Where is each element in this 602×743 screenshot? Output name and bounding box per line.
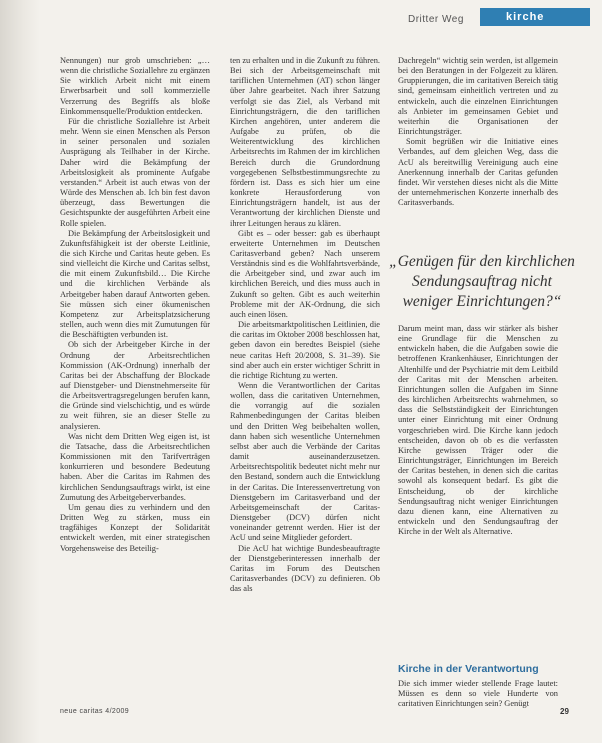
text-column-3-top [398, 56, 558, 208]
paragraph: Für die christliche Soziallehre ist Arbeit mehr. Wenn sie einen Menschen als Person in seiner personalen und sozialen Ausprägung als Teilhaber in der Kirche. Daher wird die Bekämpfung der Arbeitslosigkeit als prominente Aufgabe verstanden.“ Arbeit ist auch etwas von der Würde des Menschen ab. Ich bin fest davon überzeugt, dass Bewertungen die Gesichtspunkte der ausgeführten Arbeit eine Rolle spielen. [60, 116, 210, 228]
paragraph: Die arbeitsmarktpolitischen Leitlinien, die die caritas im Oktober 2008 beschlossen hat, geben davon ein beredtes Beispiel (siehe neue caritas Heft 20/2008, S. 31–39). Sie sind aber auch ein erster wichtiger Schritt in die richtige Richtung zu werten. [230, 320, 381, 380]
paragraph: Die sich immer wieder stellende Frage lautet: Müssen es denn so viele Hunderte von caritativen Einrichtungen sein? Genügt [398, 679, 558, 709]
paragraph: Darum meint man, dass wir stärker als bisher eine Grundlage für die Menschen zu entwickeln haben, die die Aufgaben sowie die betroffenen Krankenhäuser, Einrichtungen der Altenhilfe und der Psychiatrie mit dem Leitbild der Caritas mit der Menschen arbeiten. Einrichtungen sollen die Aufgaben im Sinne des kirchlichen Arbeitsrechts wahrnehmen, so dass die Selbstständigkeit der Einrichtungen unter einer Einrichtung mit einer Ordnung vorgeschrieben wird. Die Kirche kann jedoch entscheiden, davon ob ob es die verfassten Kirche gewissen Träger oder die Einrichtungsträger, Einrichtungen im Bereich der Caritas bestehen, in denen sich die caritas sowohl als konsequent bedarf. Es gibt die Entscheidung, ob der kirchliche Sendungsauftrag nicht weniger Einrichtungen dazu dienen kann, eine Alternativen zu entwickeln und den Sendungsauftrag der Kirche in der Welt als Alternative. [398, 324, 558, 537]
section-tag: kirche [480, 8, 590, 26]
page-number: 29 [560, 707, 569, 716]
pull-quote: „Genügen für den kirchlichen Sendungsauftrag nicht weniger Einrichtungen?“ [389, 253, 575, 310]
paragraph: Ob sich der Arbeitgeber Kirche in der Ordnung der Arbeitsrechtlichen Kommission (AK-Ordnung) innerhalb der Caritas bei der Abschaffung der Blockade auf Dienstgeber- und Dienstnehmerseite für die Arbeitsvertragsregelungen berufen kann, die Gründe sind vielschichtig, und es würde zu weit führen, sie an dieser Stelle zu analysieren. [60, 340, 210, 431]
text-column-3-middle [398, 324, 558, 537]
paragraph: ten zu erhalten und in die Zukunft zu führen. Bei sich der Arbeitsgemeinschaft mit tariflichen Unternehmen (AT) schon länger über Jahre gearbeitet. Nach ihrer Satzung verfolgt sie das Ziel, als Verband mit Einrichtungsträgern, die den tariflichen Kirchen angehören, unter anderem die Aufgabe zu prüfen, ob die Weiterentwicklung des kirchlichen Arbeitsrechts im Rahmen der im kirchlichen Bereich durch die Grundordnung vorgegebenen Selbstbestimmungsrechte zu fördern ist. Dass es sich hier um eine konkrete Herausforderung von Einrichtungsträgern handelt, ist aus der Verantwortung der kirchlichen Dienste und ihrer Leitungen heraus zu klären. [230, 56, 381, 228]
paragraph: Was nicht dem Dritten Weg eigen ist, ist die Tatsache, dass die Arbeitsrechtlichen Kommissionen mit den Tarifverträgen konkurrieren und besondere Bedeutung haben. Aber die Caritas im Rahmen des kirchlichen Sendungsauftrags wirkt, ist eine Zumutung des Arbeitgeberverbandes. [60, 431, 210, 502]
text-column-3-bottom [398, 679, 558, 709]
paragraph: Nennungen) nur grob umschrieben: „…wenn die christliche Soziallehre zu ergänzen Sie wirklich Arbeit nicht mit einem Erwerbsarbeit und soll kommerzielle Verzerrung des Begriffs als bloße Einkommensquelle/Produktion entdecken. [60, 56, 210, 116]
text-column-2 [230, 56, 380, 594]
paragraph: Dachregeln“ wichtig sein werden, ist allgemein bei den Beratungen in der Folgezeit zu klären. Gruppierungen, die im caritativen Bereich tätig sind, gemeinsam einheitlich vertreten und zu entwickeln, auch die einzelnen Einrichtungen als Anbieter im gemeinsamen Gebiet und weiterhin die Organisationen der Einrichtungsträger. [398, 56, 558, 137]
subheading: Kirche in der Verantwortung [398, 663, 539, 675]
page-spine-shadow [0, 0, 40, 743]
paragraph: Gibt es – oder besser: gab es überhaupt erweiterte Unternehmen im Deutschen Caritasverband geben? Nach unserem Verständnis sind es die Wohlfahrtsverbände, die Arbeitgeber sind, und zwar auch im kirchlichen Bereich, und dies muss auch in Zukunft so gelten. Gibt es auch weiterhin Probleme mit der AK-Ordnung, die sich auch einen lösen. [230, 228, 380, 319]
footer-publication: neue caritas 4/2009 [60, 708, 130, 715]
paragraph: Wenn die Verantwortlichen der Caritas wollen, dass die caritativen Unternehmen, die vorrangig auf die sozialen Rahmenbedingungen der Caritas bleiben und den Dritten Weg beibehalten wollen, dann haben sich wesentliche Unternehmen selbst aber auch die Verbände der Caritas damit auseinanderzusetzen. Arbeitsrechtspolitik bedeutet nicht mehr nur den Bestand, sondern auch die Entwicklung in der Caritas. Die Interessenvertretung von Dienstgebern im Caritasverband und der Arbeitsgemeinschaft der Caritas-Dienstgeber (DCV) dürfen nicht voneinander getrennt werden. Hier ist der AcU und seine Mitglieder gefordert. [230, 381, 380, 543]
paragraph: Um genau dies zu verhindern und den Dritten Weg zu stärken, muss ein tragfähiges Konzept der Solidarität entwickelt werden, mit einer strategischen Vorgehensweise des Beteilig- [60, 502, 210, 553]
paragraph: Somit begrüßen wir die Initiative eines Verbandes, auf dem gleichen Weg, dass die AcU als bereitwillig Vereinigung auch eine Anerkennung innerhalb der Caritas gefunden findet. Wir verstehen dieses nicht als die Mitte der unternehmerischen Konzerte innerhalb des Caritasverbands. [398, 137, 558, 208]
section-header: Dritter Weg [408, 14, 464, 25]
paragraph: Die AcU hat wichtige Bundesbeauftragte der Dienstgeberinteressen innerhalb der Caritas im Forum des Deutschen Caritasverbandes (DCV) zu definieren. Ob das als [230, 543, 380, 594]
paragraph: Die Bekämpfung der Arbeitslosigkeit und Zukunftsfähigkeit ist der oberste Leitlinie, die sich Kirche und Caritas heute geben. Es sind vielleicht die Kirche und Caritas selbst, die mit einem Zukunftsbild… Die Kirche und die kirchlichen Verbände als Arbeitgeber haben darauf Antworten geben. Sie müssen sich einer ökumenischen Kompetenz zur Arbeitsplatzsicherung stellen, auch wenn dies mit Zumutungen für die Beschäftigten verbunden ist. [60, 228, 210, 340]
text-column-1 [60, 56, 210, 554]
